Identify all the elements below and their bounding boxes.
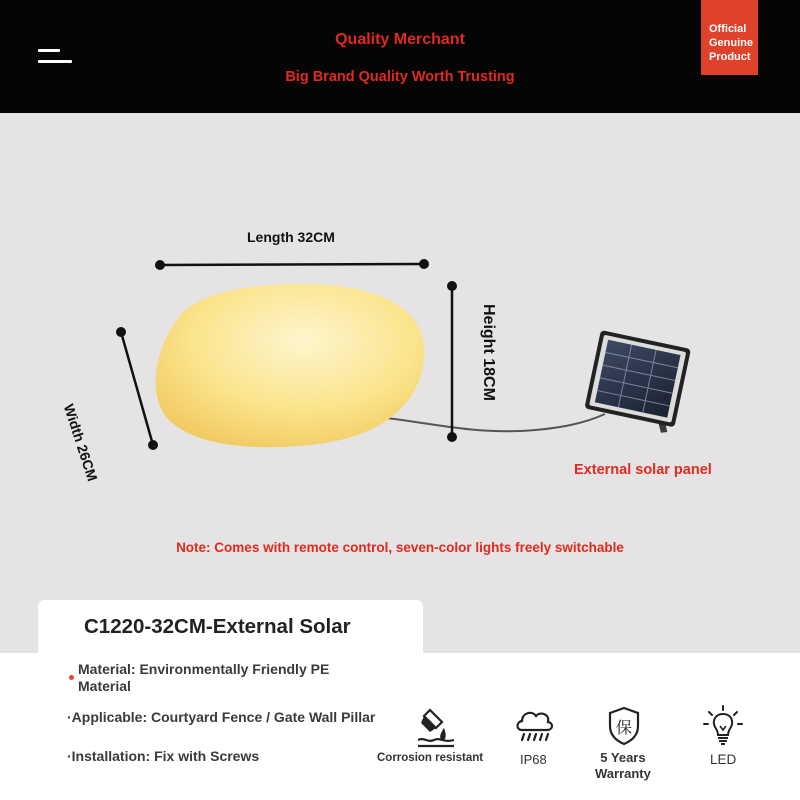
header-subtitle: Big Brand Quality Worth Trusting [285, 69, 515, 85]
spec-installation: ·Installation: Fix with Screws [67, 748, 260, 764]
feature-label: IP68 [520, 752, 547, 767]
length-end-dot [419, 259, 429, 269]
rain-cloud-icon [514, 708, 554, 744]
length-line [160, 264, 424, 265]
product-note: Note: Comes with remote control, seven-color lights freely switchable [176, 540, 624, 555]
cable [386, 414, 605, 431]
header-title: Quality Merchant [335, 31, 465, 48]
feature-label: Corrosion resistant [377, 752, 484, 764]
width-end-dot [148, 440, 158, 450]
feature-label: LED [710, 752, 737, 767]
solar-panel [583, 330, 691, 435]
warranty-line2: Warranty [595, 766, 651, 781]
header-bar [0, 0, 800, 113]
width-label: Width 26CM [60, 402, 101, 484]
spec-material: Material: Environmentally Friendly PE Material [78, 661, 330, 694]
spec-applicable: ·Applicable: Courtyard Fence / Gate Wall Pillar [67, 709, 376, 725]
product-photo [0, 113, 800, 653]
height-end-dot [447, 432, 457, 442]
badge-line: Product [709, 51, 751, 63]
warranty-glyph: 保 [615, 718, 633, 737]
length-end-dot [155, 260, 165, 270]
bullet-dot [69, 675, 74, 680]
height-label: Height 18CM [480, 304, 497, 401]
model-card [38, 600, 423, 654]
solar-panel-label: External solar panel [574, 462, 712, 478]
lightbulb-icon [703, 704, 743, 748]
height-end-dot [447, 281, 457, 291]
corrosion-icon [416, 706, 456, 748]
width-line [121, 332, 153, 445]
official-badge [701, 0, 758, 75]
width-end-dot [116, 327, 126, 337]
feature-label [595, 750, 651, 782]
badge-line: Genuine [709, 37, 754, 49]
warranty-line1: 5 Years [600, 750, 646, 765]
length-label: Length 32CM [247, 229, 335, 245]
badge-line: Official [709, 23, 747, 35]
shield-icon [607, 706, 641, 746]
product-illustration [0, 113, 800, 653]
model-name: C1220-32CM-External Solar [84, 615, 351, 638]
stone-lamp [156, 284, 425, 447]
menu-icon[interactable] [38, 49, 72, 65]
